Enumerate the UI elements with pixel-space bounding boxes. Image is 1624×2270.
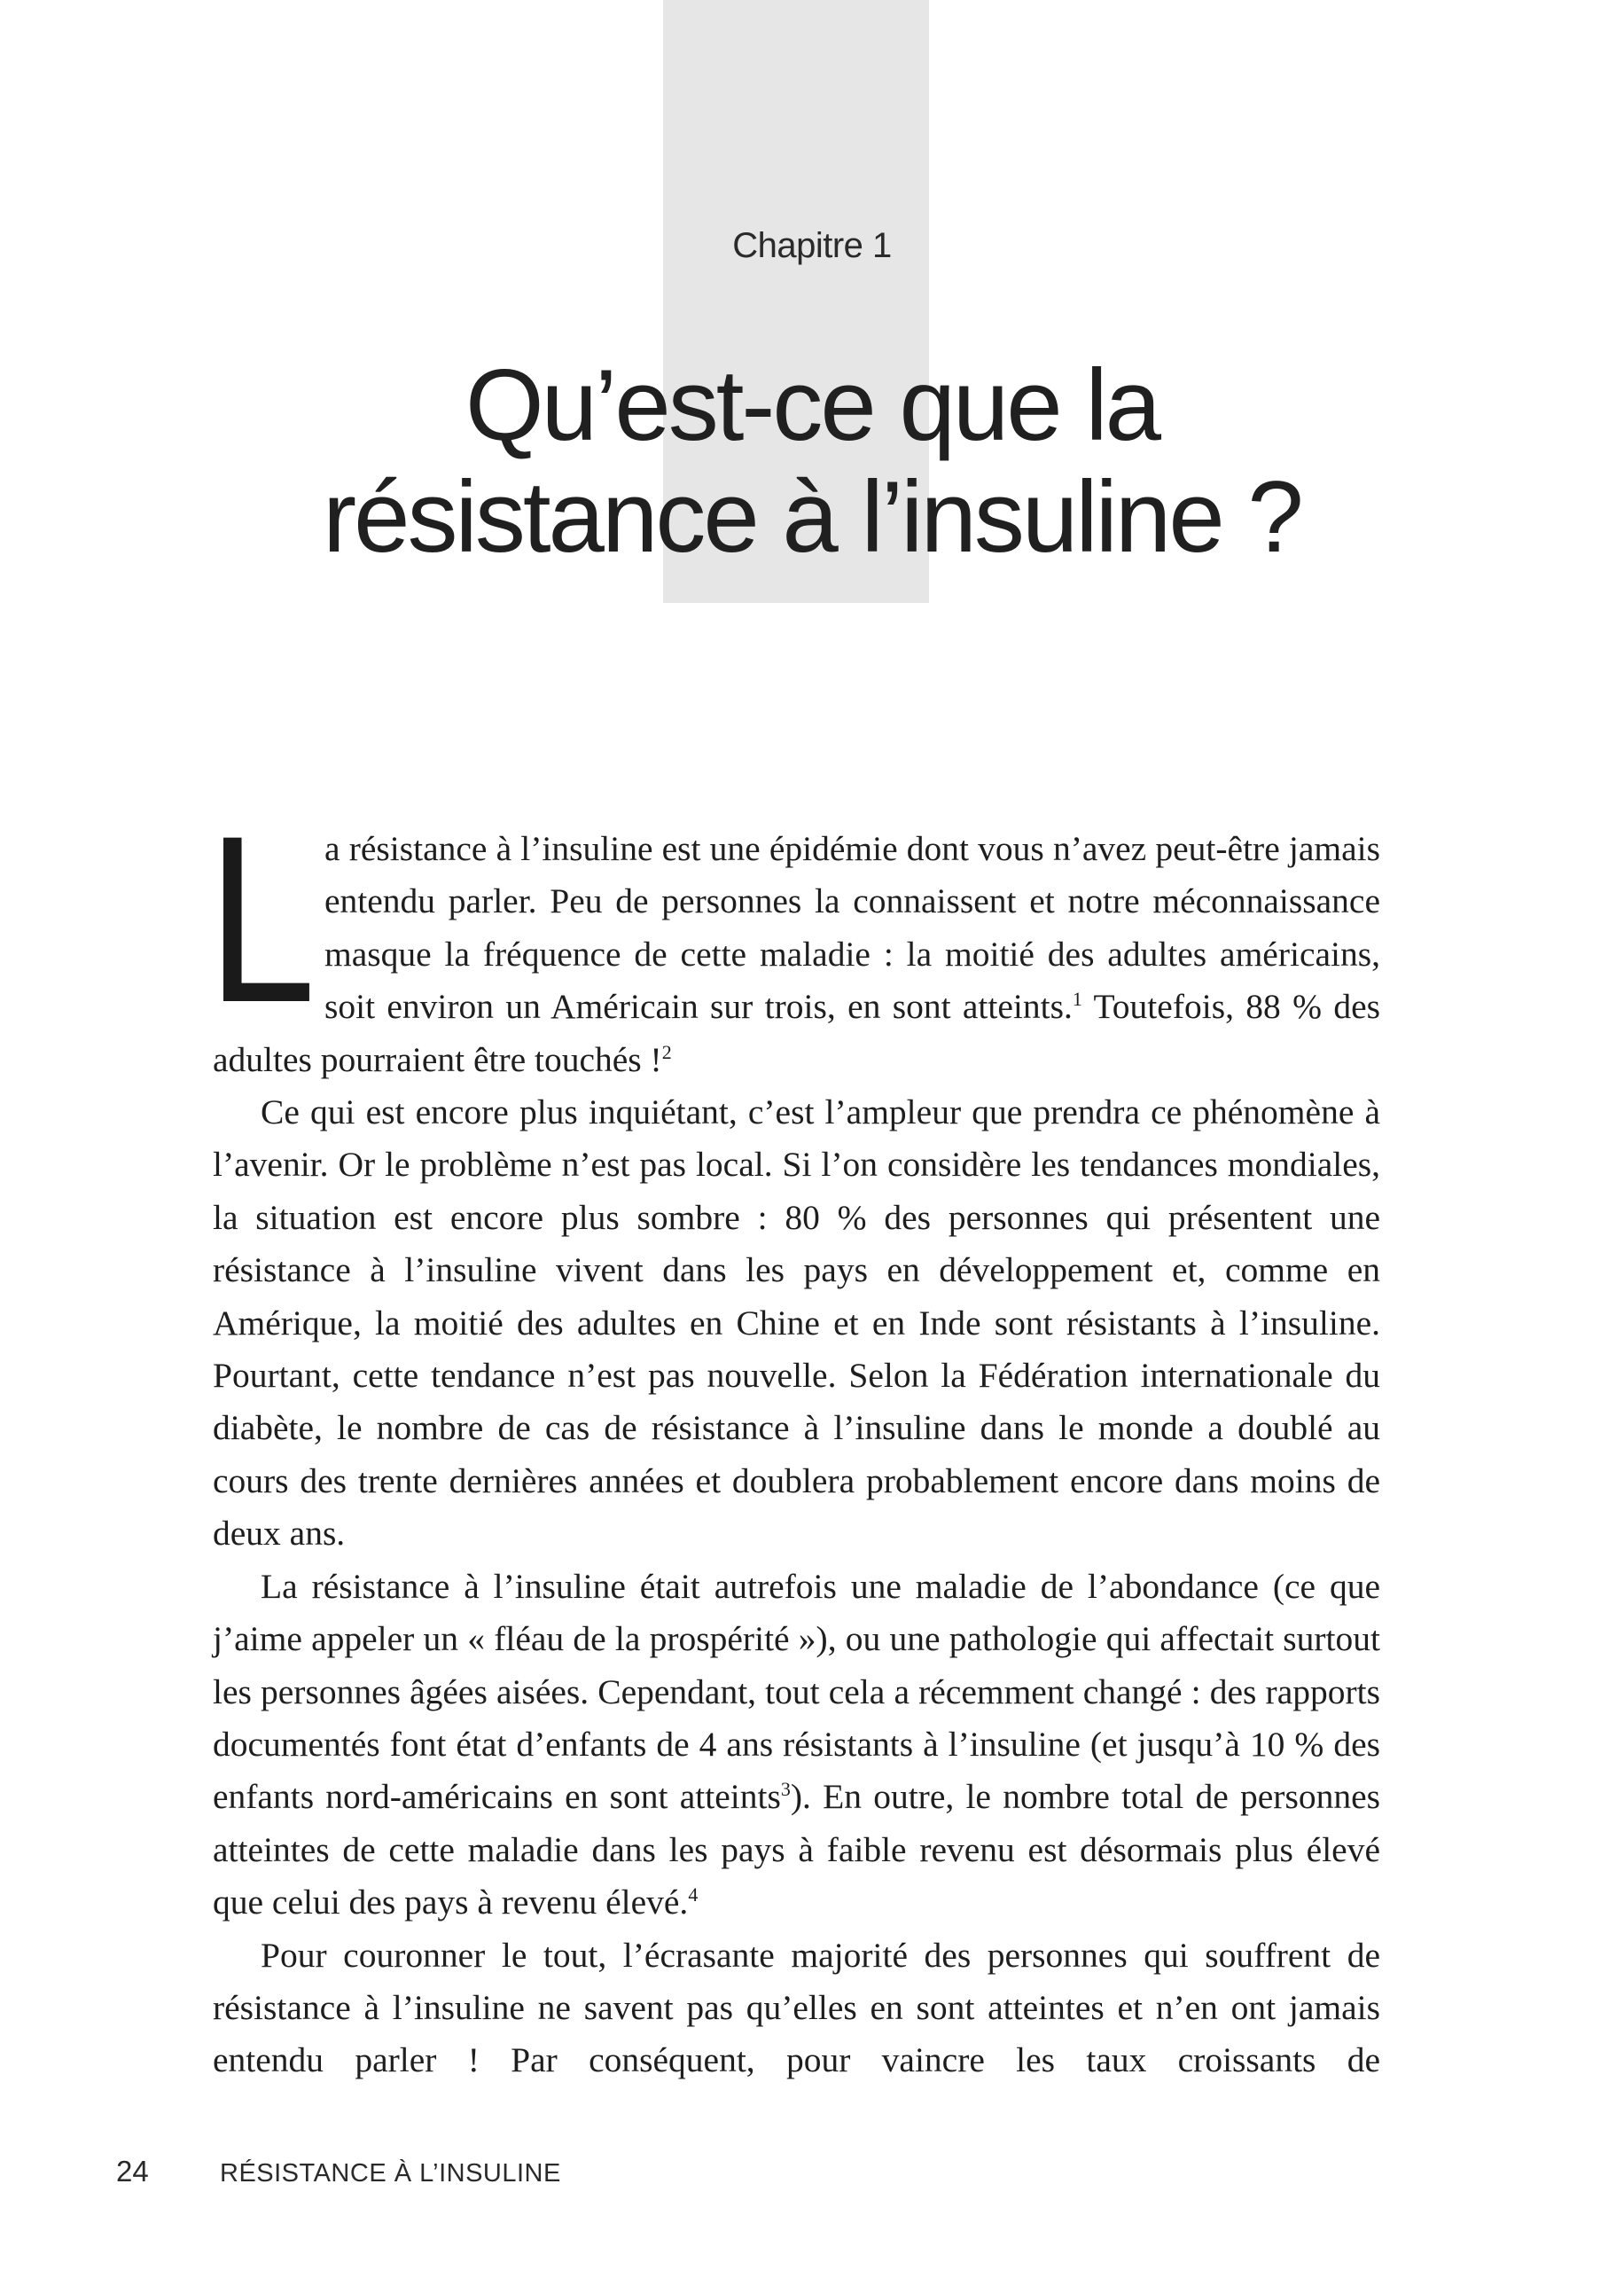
drop-cap: L bbox=[207, 786, 316, 1052]
footnote-ref-4: 4 bbox=[688, 1883, 699, 1906]
paragraph-4: Pour couronner le tout, l’écrasante majorité des personnes qui souffrent de résistance à l’insuline ne savent pas qu’elles en sont atteintes et n’en ont jamais entendu parler ! Par conséquent, pour vaincre les taux croissants de bbox=[213, 1935, 1380, 2080]
body-text bbox=[207, 786, 1380, 2087]
paragraph-1-text-a: a résistance à l’insuline est une épidémie dont vous n’avez peut-être jamais entendu parler. Peu de personnes la connaissent et notre méconnaissance masque la fréquence de cette maladie : la moitié des adultes américains, soit environ un Américain sur trois, en sont atteints. bbox=[324, 829, 1380, 1027]
paragraph-2: Ce qui est encore plus inquiétant, c’est l’ampleur que prendra ce phénomène à l’avenir. Or le problème n’est pas local. Si l’on considère les tendances mondiales, la situation est encore plus sombre : 80 % des personnes qui présentent une résistance à l’insuline vivent dans les pays en développement et, comme en Amérique, la moitié des adultes en Chine et en Inde sont résistants à l’insuline. Pourtant, cette tendance n’est pas nouvelle. Selon la Fédération internationale du diabète, le nombre de cas de résistance à l’insuline dans le monde a doublé au cours des trente dernières années et doublera probablement encore dans moins de deux ans. bbox=[213, 1092, 1380, 1554]
chapter-label: Chapitre 1 bbox=[732, 226, 892, 265]
page-footer bbox=[116, 2155, 561, 2188]
paragraph-1-text-b: Toutefois, 88 % des adultes pourraient être touchés ! bbox=[213, 987, 1380, 1079]
paragraph-3 bbox=[213, 1561, 1380, 1930]
footnote-ref-1: 1 bbox=[1072, 988, 1082, 1011]
chapter-title-line-1: Qu’est-ce que la bbox=[465, 349, 1159, 462]
footnote-ref-3: 3 bbox=[780, 1778, 791, 1801]
footnote-ref-2: 2 bbox=[661, 1040, 672, 1063]
running-head: RÉSISTANCE À L’INSULINE bbox=[220, 2159, 561, 2188]
paragraph-3-text-a: La résistance à l’insuline était autrefois une maladie de l’abondance (ce que j’aime appeler un « fléau de la prospérité »), ou une pathologie qui affectait surtout les personnes âgées aisées. Cependant, tout cela a récemment changé : des rapports documentés font état d’enfants de 4 ans résistants à l’insuline (et jusqu’à 10 % des enfants nord-américains en sont atteints bbox=[213, 1566, 1380, 1817]
paragraph-1 bbox=[207, 786, 1380, 1086]
page-number: 24 bbox=[116, 2155, 149, 2188]
paragraph-3-text-b: ). En outre, le nombre total de personnes atteintes de cette maladie dans les pays à faible revenu est désormais plus élevé que celui des pays à revenu élevé. bbox=[213, 1777, 1380, 1922]
chapter-title-line-2: résistance à l’insuline ? bbox=[323, 461, 1301, 574]
chapter-title bbox=[0, 350, 1624, 574]
